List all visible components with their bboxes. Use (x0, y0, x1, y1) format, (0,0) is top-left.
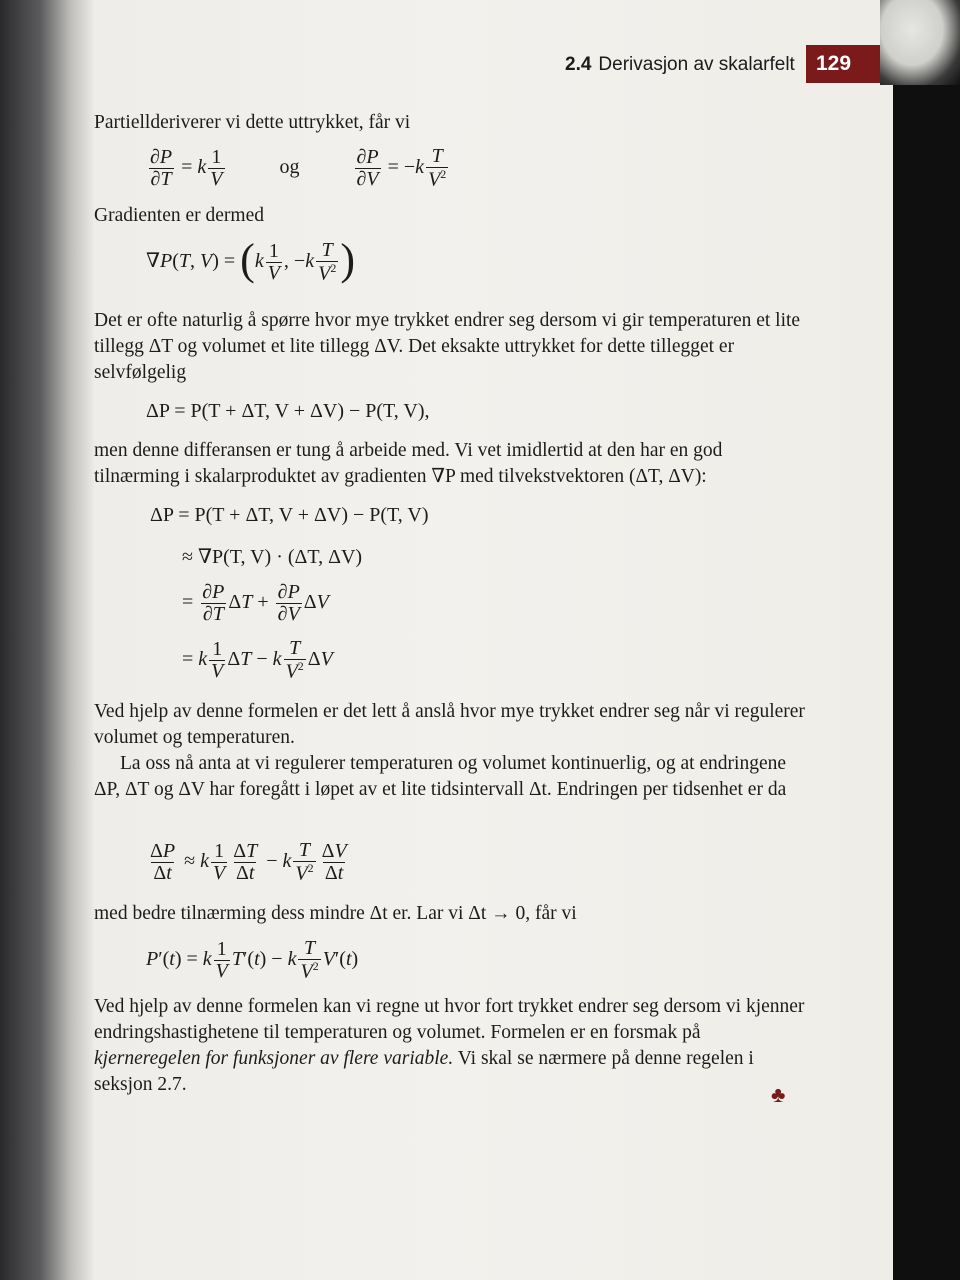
equation-delta-p-exact: ΔP = P(T + ΔT, V + ΔV) − P(T, V), (146, 400, 430, 422)
section-title: Derivasjon av skalarfelt (598, 54, 795, 75)
paragraph: Ved hjelp av denne formelen er det lett å anslå hvor mye trykket endrer seg når vi regulerer volumet og temperaturen. (94, 701, 805, 748)
paragraph (94, 994, 806, 1098)
club-end-mark-icon: ♣ (771, 1082, 786, 1107)
og-word: og (279, 155, 300, 178)
paragraph-text: Vi skal se nærmere på denne regelen i seksjon 2.7. (94, 1048, 754, 1095)
equation-line-1: ΔP = P(T + ΔT, V + ΔV) − P(T, V) (150, 504, 429, 526)
equation-derivative: P′(t) = k $\frac{1}{V}$ T′(t) − k $\frac{T}{V^2}$ V′(t) (146, 937, 359, 983)
background-object (880, 0, 960, 85)
paragraph: La oss nå anta at vi regulerer temperaturen og volumet kontinuerlig, og at endringene ΔP, ΔT og ΔV har foregått i løpet av et lite tidsintervall Δt. Endringen per tidsenhet er da (94, 753, 787, 800)
paragraph-text: Ved hjelp av denne formelen kan vi regne ut hvor fort trykket endrer seg dersom vi kjenner endringshastighetene til temperaturen og volumet. Formelen er en forsmak på (94, 996, 805, 1043)
paragraph: Partiellderiverer vi dette uttrykket, får vi (94, 112, 411, 133)
page-number: 129 (806, 45, 890, 83)
emphasized-term: kjerneregelen for funksjoner av flere variable. (94, 1048, 454, 1069)
equation-line-2: ≈ ∇P(T, V) · (ΔT, ΔV) (182, 546, 363, 568)
equation-gradient: ∇P(T, V) = (k $\frac{1}{V}$ , −k $\frac{T}{V^2}$ ) (146, 235, 355, 285)
section-number: 2.4 (565, 54, 592, 75)
paragraph: med bedre tilnærming dess mindre Δt er. Lar vi Δt → 0, får vi (94, 903, 577, 924)
equation-line-3: = $\frac{\partial P}{\partial T}$ ΔT + $\frac{\partial P}{\partial V}$ ΔV (182, 581, 329, 625)
equation-partials: $\frac{\partial P}{\partial T}$ = k $\frac{1}{V}$ og $\frac{\partial P}{\partial V}$ = −k $\frac{T}{V^2}$ (150, 145, 447, 191)
paragraph: men denne differansen er tung å arbeide med. Vi vet imidlertid at den har en god tilnærming i skalarproduktet av gradienten ∇P med tilvekstvektoren (ΔT, ΔV): (94, 440, 723, 487)
equation-rate: $\frac{\Delta P}{\Delta t}$ ≈ k $\frac{1}{V}$ $\frac{\Delta T}{\Delta t}$ − k $\frac{T}{V^2}$ $\frac{\Delta V}{\Delta t}$ (150, 839, 347, 885)
equation-line-4: = k $\frac{1}{V}$ ΔT − k $\frac{T}{V^2}$ ΔV (182, 637, 333, 683)
running-header (565, 50, 805, 80)
paragraph: Gradienten er dermed (94, 205, 264, 226)
paragraph: Det er ofte naturlig å spørre hvor mye trykket endrer seg dersom vi gir temperaturen et lite tillegg ΔT og volumet et lite tillegg ΔV. Det eksakte uttrykket for dette tillegget er selvfølgelig (94, 310, 801, 383)
